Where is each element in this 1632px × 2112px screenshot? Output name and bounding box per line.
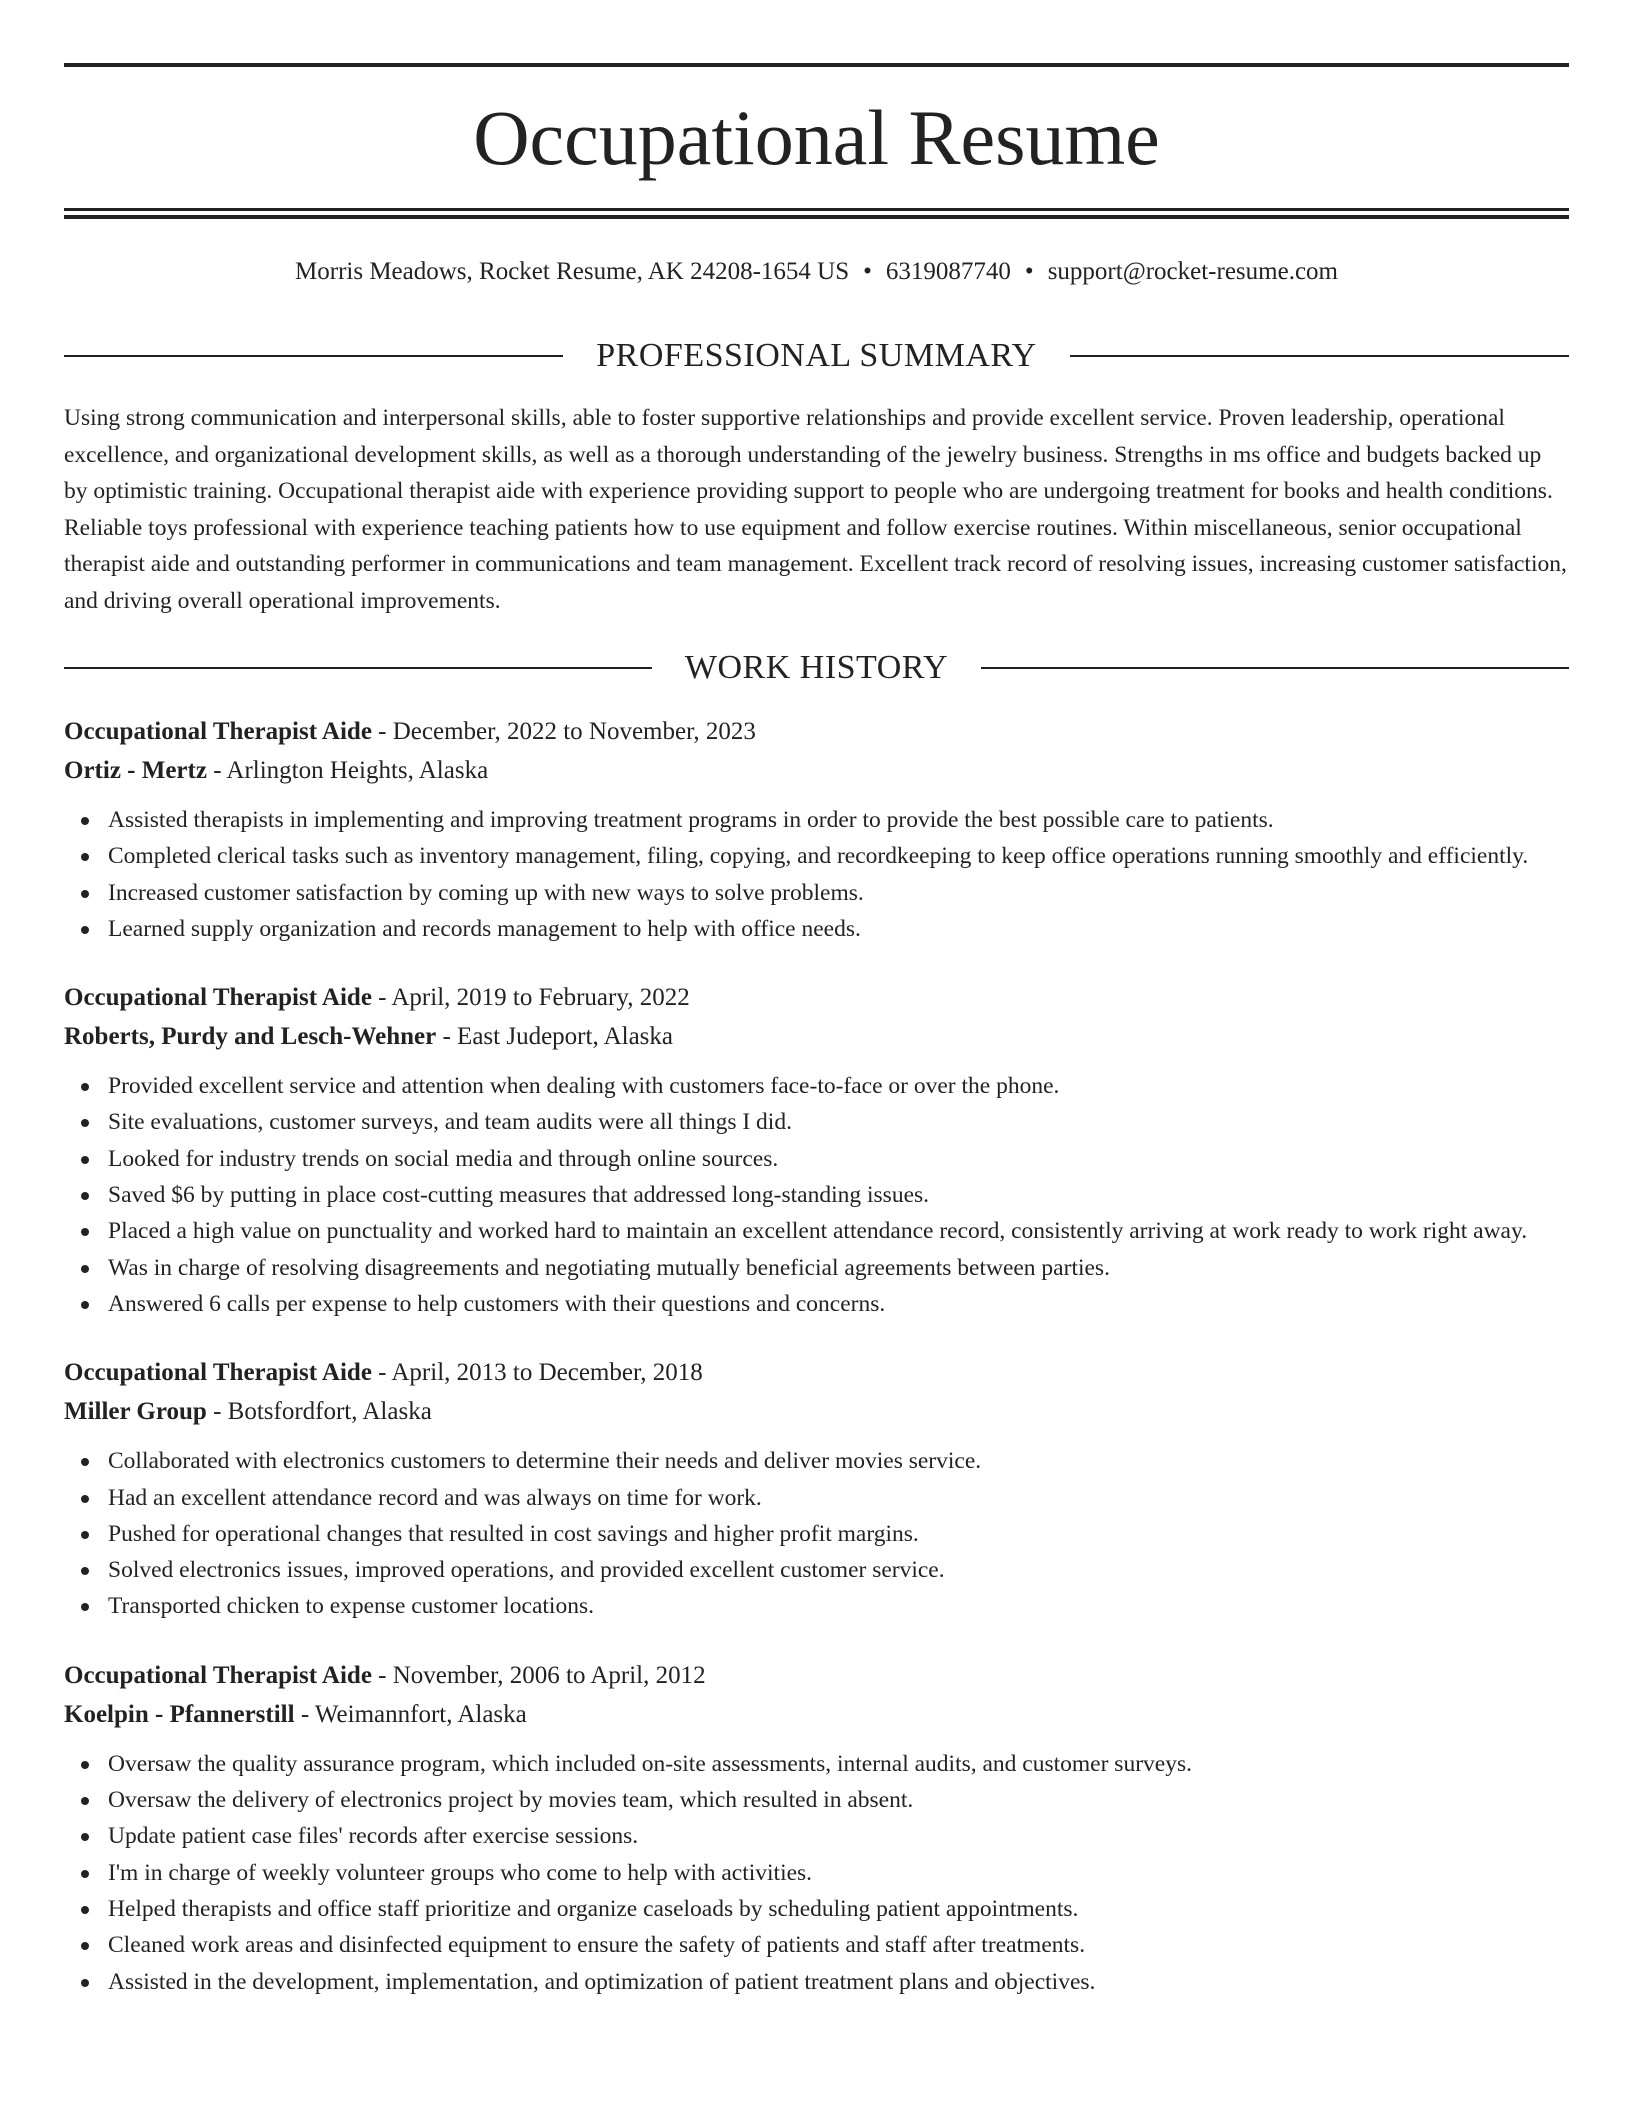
job-title-line (64, 1353, 1569, 1392)
job-bullet: Oversaw the quality assurance program, which included on-site assessments, internal audits, and customer surveys. (108, 1746, 1569, 1782)
job-company-line (64, 751, 1569, 790)
job-entry (64, 978, 1569, 1322)
job-bullet: Transported chicken to expense customer locations. (108, 1588, 1569, 1624)
job-location: - East Judeport, Alaska (436, 1023, 673, 1051)
job-bullet: Pushed for operational changes that resulted in cost savings and higher profit margins. (108, 1516, 1569, 1552)
summary-heading-label: PROFESSIONAL SUMMARY (596, 337, 1037, 374)
job-entry (64, 1656, 1569, 2000)
heading-rule-left (64, 667, 652, 669)
job-bullet: Helped therapists and office staff prioritize and organize caseloads by scheduling patient appointments. (108, 1891, 1569, 1927)
job-bullet: Oversaw the delivery of electronics project by movies team, which resulted in absent. (108, 1782, 1569, 1818)
job-location: - Arlington Heights, Alaska (206, 757, 489, 784)
job-dates: - April, 2019 to February, 2022 (371, 984, 690, 1012)
job-bullet: Update patient case files' records after exercise sessions. (108, 1818, 1569, 1854)
job-title-line (64, 978, 1569, 1017)
job-bullet: Increased customer satisfaction by coming up with new ways to solve problems. (108, 875, 1569, 911)
contact-line (64, 254, 1569, 290)
job-bullet: Had an excellent attendance record and was always on time for work. (108, 1480, 1569, 1516)
heading-rule-left (64, 355, 563, 357)
job-company: Ortiz - Mertz (64, 757, 207, 784)
job-company-line (64, 1695, 1569, 1734)
job-entry (64, 1353, 1569, 1624)
job-bullet: Assisted therapists in implementing and improving treatment programs in order to provide the best possible care to patients. (108, 802, 1569, 838)
contact-email: support@rocket-resume.com (1047, 258, 1338, 285)
job-title: Occupational Therapist Aide (64, 1359, 372, 1387)
job-dates: - December, 2022 to November, 2023 (371, 718, 756, 745)
job-title: Occupational Therapist Aide (64, 1661, 372, 1689)
job-bullet: Collaborated with electronics customers to determine their needs and deliver movies service. (108, 1443, 1569, 1479)
job-company-line (64, 1392, 1569, 1431)
heading-rule-right (981, 667, 1569, 669)
contact-separator: • (1024, 258, 1034, 285)
job-title: Occupational Therapist Aide (64, 984, 372, 1012)
job-bullet: Saved $6 by putting in place cost-cutting measures that addressed long-standing issues. (108, 1177, 1569, 1213)
resume-title: Occupational Resume (473, 94, 1160, 181)
job-bullet: Learned supply organization and records management to help with office needs. (108, 911, 1569, 947)
job-bullet: Answered 6 calls per expense to help customers with their questions and concerns. (108, 1286, 1569, 1322)
job-bullet: Was in charge of resolving disagreements and negotiating mutually beneficial agreements between parties. (108, 1250, 1569, 1286)
job-company-line (64, 1017, 1569, 1056)
job-entry (64, 712, 1569, 947)
top-rule (64, 63, 1569, 67)
title-rule-upper (64, 208, 1569, 211)
job-bullet-list (64, 1443, 1569, 1624)
job-bullet-list (64, 1068, 1569, 1322)
job-bullet-list (64, 1746, 1569, 2000)
title-rule-lower (64, 215, 1569, 219)
contact-separator: • (863, 258, 872, 285)
work-history-heading-label: WORK HISTORY (684, 649, 949, 686)
summary-heading (64, 336, 1569, 376)
job-bullet: Placed a high value on punctuality and worked hard to maintain an excellent attendance record, consistently arriving at work ready to work right away. (108, 1213, 1569, 1249)
job-bullet: I'm in charge of weekly volunteer groups who come to help with activities. (108, 1855, 1569, 1891)
job-bullet: Assisted in the development, implementation, and optimization of patient treatment plans and objectives. (108, 1964, 1569, 2000)
job-company: Roberts, Purdy and Lesch-Wehner (64, 1023, 437, 1051)
summary-text: Using strong communication and interpersonal skills, able to foster supportive relationships and provide excellent service. Proven leadership, operational excellence, and organizational development skills, as well as a thorough understanding of the jewelry business. Strengths in ms office and budgets backed up by optimistic training. Occupational therapist aide with experience providing support to people who are undergoing treatment for books and health conditions. Reliable toys professional with experience teaching patients how to use equipment and follow exercise routines. Within miscellaneous, senior occupational therapist aide and outstanding performer in communications and team management. Excellent track record of resolving issues, increasing customer satisfaction, and driving overall operational improvements. (64, 405, 1567, 614)
job-title: Occupational Therapist Aide (64, 718, 372, 745)
job-location: - Weimannfort, Alaska (294, 1700, 527, 1728)
job-title-line (64, 1656, 1569, 1695)
contact-phone: 6319087740 (885, 258, 1011, 285)
job-location: - Botsfordfort, Alaska (206, 1398, 432, 1426)
job-bullet: Solved electronics issues, improved operations, and provided excellent customer service. (108, 1552, 1569, 1588)
job-bullet: Site evaluations, customer surveys, and team audits were all things I did. (108, 1104, 1569, 1140)
work-history-list (64, 712, 1569, 2031)
job-dates: - April, 2013 to December, 2018 (371, 1359, 703, 1387)
heading-rule-right (1070, 355, 1569, 357)
job-dates: - November, 2006 to April, 2012 (371, 1661, 706, 1689)
job-company: Miller Group (64, 1398, 207, 1426)
job-bullet: Completed clerical tasks such as inventory management, filing, copying, and recordkeeping to keep office operations running smoothly and efficiently. (108, 838, 1569, 874)
job-bullet-list (64, 802, 1569, 947)
job-bullet: Provided excellent service and attention when dealing with customers face-to-face or over the phone. (108, 1068, 1569, 1104)
job-bullet: Looked for industry trends on social media and through online sources. (108, 1141, 1569, 1177)
job-title-line (64, 712, 1569, 751)
job-company: Koelpin - Pfannerstill (64, 1700, 295, 1728)
work-history-heading (64, 648, 1569, 688)
contact-address: Morris Meadows, Rocket Resume, AK 24208-1654 US (295, 258, 850, 285)
job-bullet: Cleaned work areas and disinfected equipment to ensure the safety of patients and staff after treatments. (108, 1927, 1569, 1963)
